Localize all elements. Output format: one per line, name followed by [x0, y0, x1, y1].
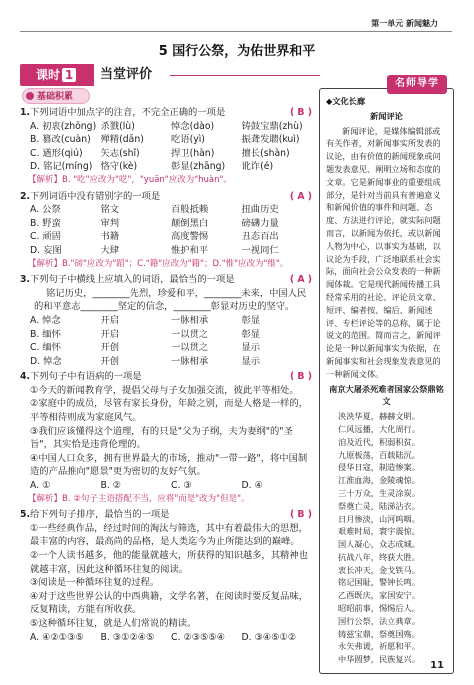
option: B. 野蛮: [30, 217, 61, 229]
option-row: [20, 217, 312, 231]
inscription-line: 抗战八年，终获大胜。: [338, 551, 420, 562]
unit-header: 第一单元 新闻魅力: [371, 19, 438, 28]
option: A. 悼念: [30, 314, 61, 326]
inscription-line: 国行公祭，法立典章。: [338, 615, 420, 626]
lesson-tag-label: 课时: [35, 68, 60, 82]
inscription-line: 昭昭前事，惕惕后人。: [338, 603, 420, 614]
inscription-title: 南京大屠杀死难者国家公祭鼎铭文: [329, 383, 444, 407]
bullet-icon: [26, 92, 34, 100]
option-row: [20, 355, 312, 369]
option-row: [20, 328, 312, 342]
option: 擅长(shàn): [241, 147, 290, 159]
lesson-tag: [20, 64, 94, 86]
question-stem: 下列词语中加点字的注音，不完全正确的一项是: [30, 107, 226, 118]
option: D. ③④⑤①②: [241, 631, 297, 643]
option: 扭曲历史: [241, 204, 279, 216]
question-number: 5.: [20, 509, 31, 521]
inscription-line: 侵华日寇，制造惨案。: [338, 462, 420, 473]
option: 高度警惕: [171, 231, 209, 243]
inscription-line: 铸兹宝鼎，祭奠国殇。: [338, 628, 420, 639]
list-item: ④对于这些世界公认的中西典籍，文学名著，在阅读时要反复品味，反复精读，方能有所收获。: [30, 590, 308, 616]
option-row: [20, 133, 312, 147]
lesson-banner: [20, 64, 320, 86]
page-number: 11: [430, 660, 444, 671]
option: 显示: [241, 342, 261, 354]
inscription: [326, 410, 447, 666]
list-item: ⑤这种循环往复，就是人们常说的精读。: [30, 617, 197, 629]
option: B. ②: [100, 480, 122, 492]
option: 一视同仁: [241, 244, 279, 256]
question-stem: 给下列句子排序，最恰当的一项是: [30, 509, 170, 521]
option: 杀戮(lù): [100, 120, 135, 132]
question-stem: 下列句子中有语病的一项是: [30, 371, 142, 383]
question-column: [20, 106, 312, 646]
list-item: ①今天的新闻教育学，提倡父母与子女加强交流，彼此平等相处。: [30, 384, 299, 396]
option: A. 初衷(zhōng): [30, 120, 97, 132]
option: 大肆: [100, 244, 120, 256]
option: 开创: [100, 355, 120, 367]
option: 捍卫(hàn): [171, 147, 215, 159]
option-row: [20, 160, 312, 174]
inscription-line: 铭记国耻，警钟长鸣。: [338, 577, 420, 588]
lesson-divider: [170, 75, 320, 76]
section-label: 基础积累: [37, 92, 74, 102]
option: 悼念(dào): [171, 120, 215, 132]
option: D. 悼念: [30, 355, 62, 367]
option: 讹诈(é): [241, 161, 274, 173]
option: 审判: [100, 217, 120, 229]
option: A. 公祭: [30, 204, 61, 216]
list-item: ③阅读是一种循环往复的过程。: [30, 577, 160, 589]
option: A. ④②①③⑤: [30, 631, 84, 643]
list-item: ①一些经典作品，经过时间的淘汰与筛选，其中有着最伟大的思想，最丰富的内容，最高尚的品格，是人类迄今为止所能达到的巅峰。: [30, 522, 308, 548]
inscription-line: 国人凝心，众志成城。: [338, 539, 420, 550]
option: 一以贯之: [171, 342, 209, 354]
list-item: ④中国人口众多，拥有世界最大的市场，推动"一带一路"，将中国制造的产品推向"愿景"更为密切的友好气氛。: [30, 452, 308, 478]
option: A. ①: [30, 480, 51, 492]
answer-mark: ( B ): [289, 509, 312, 521]
option: 彰显: [241, 328, 261, 340]
option: 彰显: [241, 314, 261, 326]
option: 开启: [100, 314, 120, 326]
option: D. 铭记(míng): [30, 161, 93, 173]
option: 丑态百出: [241, 231, 279, 243]
explanation: 【解析】B."磅"应改为"蹈"；C."籍"应改为"籍"；D."惟"应改为"维"。: [28, 258, 289, 269]
answer-mark: ( A ): [289, 274, 312, 286]
option-row: [20, 120, 312, 134]
option: 显示: [241, 355, 261, 367]
option: 一脉相承: [171, 314, 209, 326]
option: 百般抵赖: [171, 204, 209, 216]
header-divider: [20, 31, 452, 32]
question-5: [20, 508, 312, 644]
lesson-name: 当堂评价: [100, 67, 153, 82]
teacher-guide-sidebar: [319, 78, 454, 674]
question-number: 1.: [20, 107, 31, 118]
list-item: ③我们应该懂得这个道理，有的只是"父为子纲，夫为妻纲"的"圣旨"，其实恰是违背伦理的。: [30, 425, 293, 451]
article-title: 新闻评论: [370, 110, 403, 121]
option: 铸鼓宝鼎(zhù): [241, 120, 303, 132]
option: 铭文: [100, 204, 120, 216]
question-number: 3.: [20, 274, 31, 286]
option: 颠倒黑白: [171, 217, 209, 229]
option: C. ②③⑤⑤④: [171, 631, 226, 643]
answer-mark: ( B ): [289, 371, 312, 383]
sidebar-badge: 名师导学: [387, 75, 447, 94]
option: 殚精(dān): [100, 134, 144, 146]
inscription-line: 江淮血海，金陵魂惊。: [338, 475, 420, 486]
question-1: [20, 106, 312, 188]
option-row: [20, 244, 312, 258]
section-tag: [22, 88, 90, 104]
question-number: 4.: [20, 371, 31, 383]
option: 一以贯之: [171, 328, 209, 340]
option: C. ③: [171, 480, 192, 492]
passage: 铭记历史，________先烈，珍爱和平，________未来，中国人民的和平意志________坚定的信念，________彰显对历史的坚守。: [34, 287, 307, 313]
inscription-line: 九原板荡，百载陆沉。: [338, 449, 420, 460]
option: 振聋发聩(kuì): [241, 134, 300, 146]
option-row: [20, 631, 312, 645]
option: B. ③①②④⑤: [100, 631, 155, 643]
option: D. ④: [241, 480, 263, 492]
option: 磅礴力量: [241, 217, 279, 229]
option: 彰显(zhāng): [171, 161, 226, 173]
explanation: 【解析】B. "吃"应改为"呓"，"yuān"应改为"huàn"。: [28, 174, 232, 185]
list-item: ②一个人读书越多，他的能量就越大，所获得的知识越多，其精神也就越丰富，因此这种循环往复的阅读。: [30, 550, 308, 575]
option: 吃语(yì): [171, 134, 205, 146]
inscription-line: 仁风远播，大化周行。: [338, 423, 420, 434]
inscription-line: 三十万众，生灵涂炭。: [338, 487, 420, 498]
inscription-line: 日月惨淡，山河呜咽。: [338, 513, 420, 524]
inscription-line: 衷长冲天，金戈铁马。: [338, 564, 420, 575]
inscription-line: 永矢弗谖，祈愿和平。: [338, 641, 420, 652]
option: B. 缅怀: [30, 328, 61, 340]
option: 矢志(shǐ): [100, 147, 140, 159]
option: 惟护和平: [171, 244, 209, 256]
option-row: [20, 479, 312, 493]
option: C. 遒形(qiú): [30, 147, 83, 159]
option-row: [20, 203, 312, 217]
option-row: [20, 314, 312, 328]
list-item: ②家庭中的成员，尽管有家长身份，年龄之别，而是人格是一样的，平等相待则成为家庭风气。: [30, 398, 308, 424]
question-3: [20, 273, 312, 368]
option: C. 顽固: [30, 231, 61, 243]
inscription-line: 泱泱华夏，赫赫文明。: [338, 411, 420, 422]
option: 书籍: [100, 231, 120, 243]
option: 恪守(kè): [100, 161, 138, 173]
explanation: 【解析】B. ②句子主语搭配不当，应将"而是"改为"但是"。: [28, 493, 250, 504]
option: 一脉相承: [171, 355, 209, 367]
chapter-title: 5 国行公祭，为佑世界和平: [158, 44, 316, 59]
option: 开创: [100, 342, 120, 354]
lesson-number: 1: [62, 68, 76, 82]
question-number: 2.: [20, 190, 31, 202]
option-row: [20, 147, 312, 161]
inscription-line: 中华圆梦，民族复兴。: [338, 654, 420, 665]
question-stem: 下列句子中横线上应填入的词语，最恰当的一项是: [30, 274, 235, 286]
question-stem: 下列词语中没有错别字的一项是: [30, 190, 161, 202]
inscription-line: 祭奠亡灵，陆涕沾衣。: [338, 500, 420, 511]
option: C. 缅怀: [30, 342, 61, 354]
option: D. 妄图: [30, 244, 62, 256]
answer-mark: ( B ): [289, 107, 312, 118]
sidebar-category: ◆文化长廊: [326, 96, 366, 106]
question-2: [20, 190, 312, 272]
option: B. 篡改(cuàn): [30, 134, 91, 146]
answer-mark: ( A ): [289, 190, 312, 202]
option-row: [20, 230, 312, 244]
inscription-line: 洎及近代，积弱积贫。: [338, 436, 420, 447]
inscription-line: 乙酉既庆，家国安宁。: [338, 590, 420, 601]
inscription-line: 艰难时局，寰宇震惊。: [338, 526, 420, 537]
option-row: [20, 341, 312, 355]
question-4: [20, 370, 312, 506]
article-text: 新闻评论，是媒体编辑部或有关作者，对新闻事实所发表的议论，由有价值的新闻现象或问题发表意见、阐明立场和态度的文章。它是新闻事业的重要组成部分，是针对当前具有普遍意义和新闻价值的事件和问题、态度、方法进行评论，就实际问题而言，以新闻为依托，或以新闻人物为中心，以事实为基础，以议论为手段，广泛地联系社会实际，面向社会公众发表的一种新闻体裁。它是现代新闻传播工具经常采用的社论、评论员文章、短评、编者按、编后、新闻述评、专栏评论等的总称，属于论说文的范围。简而言之，新闻评论是一种以新闻事实为依据，在新闻事实和社会现象发表意见的一种新闻文体。: [326, 125, 441, 379]
option: 开启: [100, 328, 120, 340]
